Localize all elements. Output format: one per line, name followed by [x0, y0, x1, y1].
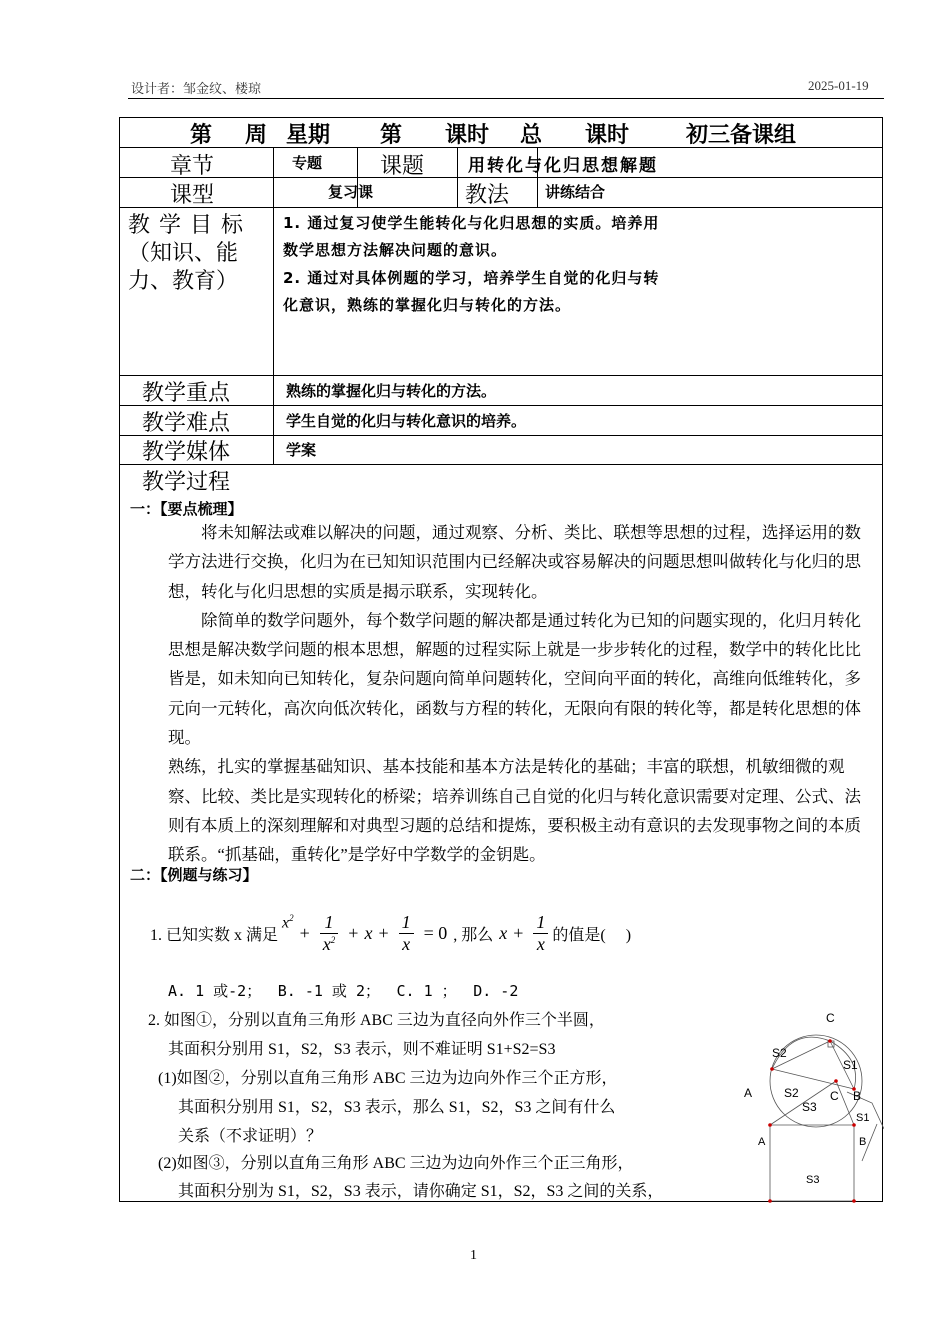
section1-paragraph-1: 将未知解法或难以解决的问题，通过观察、分析、类比、联想等思想的过程，选择运用的数学方法进行交换，化归为在已知知识范围内已经解决或容易解决的问题思想叫做转化与化归的思想，转化与化归思想的实质是揭示联系，实现转化。 [168, 523, 861, 601]
fig2-label-s3: S3 [806, 1174, 820, 1186]
section1-body [168, 518, 874, 870]
designer-text: 设计者：邹金纹、楼琼 [131, 81, 262, 96]
question-1 [150, 903, 631, 963]
equals-zero: = 0 [423, 922, 448, 943]
section1-paragraph-3: 熟练，扎实的掌握基础知识、基本技能和基本方法是转化的基础；丰富的联想，机敏细微的观察、比较、类比是实现转化的桥梁；培养训练自己自觉的化归与转化意识需要对定理、公式、法则有本质上的深刻理解和对典型习题的总结和提炼，要积极主动有意识的去发现事物之间的本质联系。“抓基础，重转化”是学好中学数学的金钥匙。 [168, 757, 861, 865]
goal-1-line2: 数学思想方法解决问题的意识。 [283, 241, 508, 259]
goals-label-line2: （知识、能 [128, 241, 239, 266]
key-label: 教学重点 [142, 381, 231, 406]
goal-1-line1: 1. 通过复习使学生能转化与化归思想的实质。培养用 [283, 214, 660, 232]
fig1-label-s1b: S1 [856, 1112, 870, 1124]
q1-x-squared: $x^2$ [282, 913, 294, 932]
goal-2-line1: 2. 通过对具体例题的学习，培养学生自觉的化归与转 [283, 269, 660, 287]
period-label-2: 课时 [445, 123, 490, 148]
fig1-label-c: C [826, 1011, 835, 1025]
week-label-1: 第 [190, 123, 213, 148]
geometry-figure [732, 1011, 884, 1203]
plus-sign: + [378, 922, 389, 943]
chapter-value: 专题 [292, 154, 323, 172]
q1-options: A. 1 或-2； B. -1 或 2； C. 1 ； D. -2 [168, 982, 519, 1000]
plus-sign: + [513, 922, 524, 943]
total-label: 总 [520, 123, 543, 148]
q2-line1: 2. 如图①，分别以直角三角形 ABC 三边为直径向外作三个半圆， [148, 1012, 605, 1029]
section1-paragraph-2: 除简单的数学问题外，每个数学问题的解决都是通过转化为已知的问题实现的，化归月转化思想是解决数学问题的根本思想，解题的过程实际上就是一步步转化的过程，数学中的转化比比皆是，如未知向已知转化，复杂问题向简单问题转化，空间向平面的转化，高维向低维转化，多元向一元转化，高次向低次转化，函数与方程的转化，无限向有限的转化等，都是转化思想的体现。 [168, 610, 861, 748]
row-divider [120, 405, 882, 406]
lesson-plan-table [119, 117, 883, 1202]
difficult-label: 教学难点 [142, 411, 231, 436]
q2-2-line1: (2)如图③，分别以直角三角形 ABC 三边为边向外作三个正三角形， [158, 1155, 634, 1172]
q2-1-line1: (1)如图②，分别以直角三角形 ABC 三边为边向外作三个正方形， [158, 1070, 618, 1087]
topic-label: 课题 [380, 154, 425, 179]
date-text: 2025-01-19 [808, 78, 869, 93]
row-divider [120, 464, 882, 465]
row-divider [120, 375, 882, 376]
group-label: 初三备课组 [686, 123, 797, 148]
page-number: 1 [470, 1248, 477, 1263]
q1-prefix: 1. 已知实数 x 满足 [150, 926, 279, 944]
header-rule [128, 98, 884, 99]
fig1-label-b: B [853, 1089, 862, 1103]
q2-2-line2: 其面积分别为 S1，S2，S3 表示，请你确定 S1，S2，S3 之间的关系， [178, 1183, 664, 1200]
col-divider [273, 147, 274, 464]
section2-heading: 二：【例题与练习】 [130, 866, 258, 884]
col-divider [457, 147, 458, 207]
plus-sign: + [299, 922, 310, 943]
q2-1-line2: 其面积分别用 S1，S2，S3 表示，那么 S1，S2，S3 之间有什么 [178, 1099, 616, 1116]
fig1-label-s2b: S2 [784, 1086, 799, 1100]
difficult-value: 学生自觉的化归与转化意识的培养。 [286, 412, 527, 430]
week-label-2: 周 [245, 123, 268, 148]
row-divider [120, 435, 882, 436]
fraction-1-over-x: $\frac{1}{x}$ [399, 912, 414, 955]
q2-line2: 其面积分别用 S1，S2，S3 表示，则不难证明 S1+S2=S3 [168, 1041, 556, 1058]
type-value: 复习课 [328, 183, 374, 201]
fig1-label-a: A [744, 1086, 753, 1100]
method-label: 教法 [465, 183, 510, 208]
type-label: 课型 [170, 183, 215, 208]
goal-2-line2: 化意识，熟练的掌握化归与转化的方法。 [283, 296, 572, 314]
section1-heading: 一：【要点梳理】 [130, 500, 243, 518]
var-x: x [364, 922, 373, 943]
chapter-label: 章节 [170, 154, 215, 179]
fraction-1-over-x2: $\frac{1}{x^2}$ [320, 912, 339, 955]
q2-1-line3: 关系（不求证明）？ [178, 1128, 323, 1145]
q1-mid: , 那么 [453, 926, 494, 944]
fig1-label-s1: S1 [843, 1058, 858, 1072]
plus-sign: + [348, 922, 359, 943]
process-label: 教学过程 [142, 470, 231, 495]
goals-label-line1: 教 学 目 标 [128, 213, 244, 238]
media-label: 教学媒体 [142, 440, 231, 465]
goals-label-line3: 力、教育） [128, 269, 239, 294]
media-value: 学案 [286, 441, 317, 459]
fig1-label-s2: S2 [772, 1046, 787, 1060]
var-x: x [499, 922, 508, 943]
fig2-label-b: B [859, 1136, 867, 1148]
fig1-label-s3: S3 [802, 1100, 817, 1114]
weekday-label: 星期 [286, 123, 331, 148]
q1-suffix: 的值是( ) [552, 926, 632, 944]
fig1-label-c2: C [830, 1089, 839, 1103]
fraction-1-over-x: $\frac{1}{x}$ [533, 912, 548, 955]
topic-value: 用转化与化归思想解题 [468, 156, 658, 176]
fig2-label-a: A [758, 1136, 766, 1148]
total-period-label: 课时 [585, 123, 630, 148]
method-value: 讲练结合 [545, 183, 606, 201]
period-label-1: 第 [380, 123, 403, 148]
key-value: 熟练的掌握化归与转化的方法。 [286, 382, 497, 400]
